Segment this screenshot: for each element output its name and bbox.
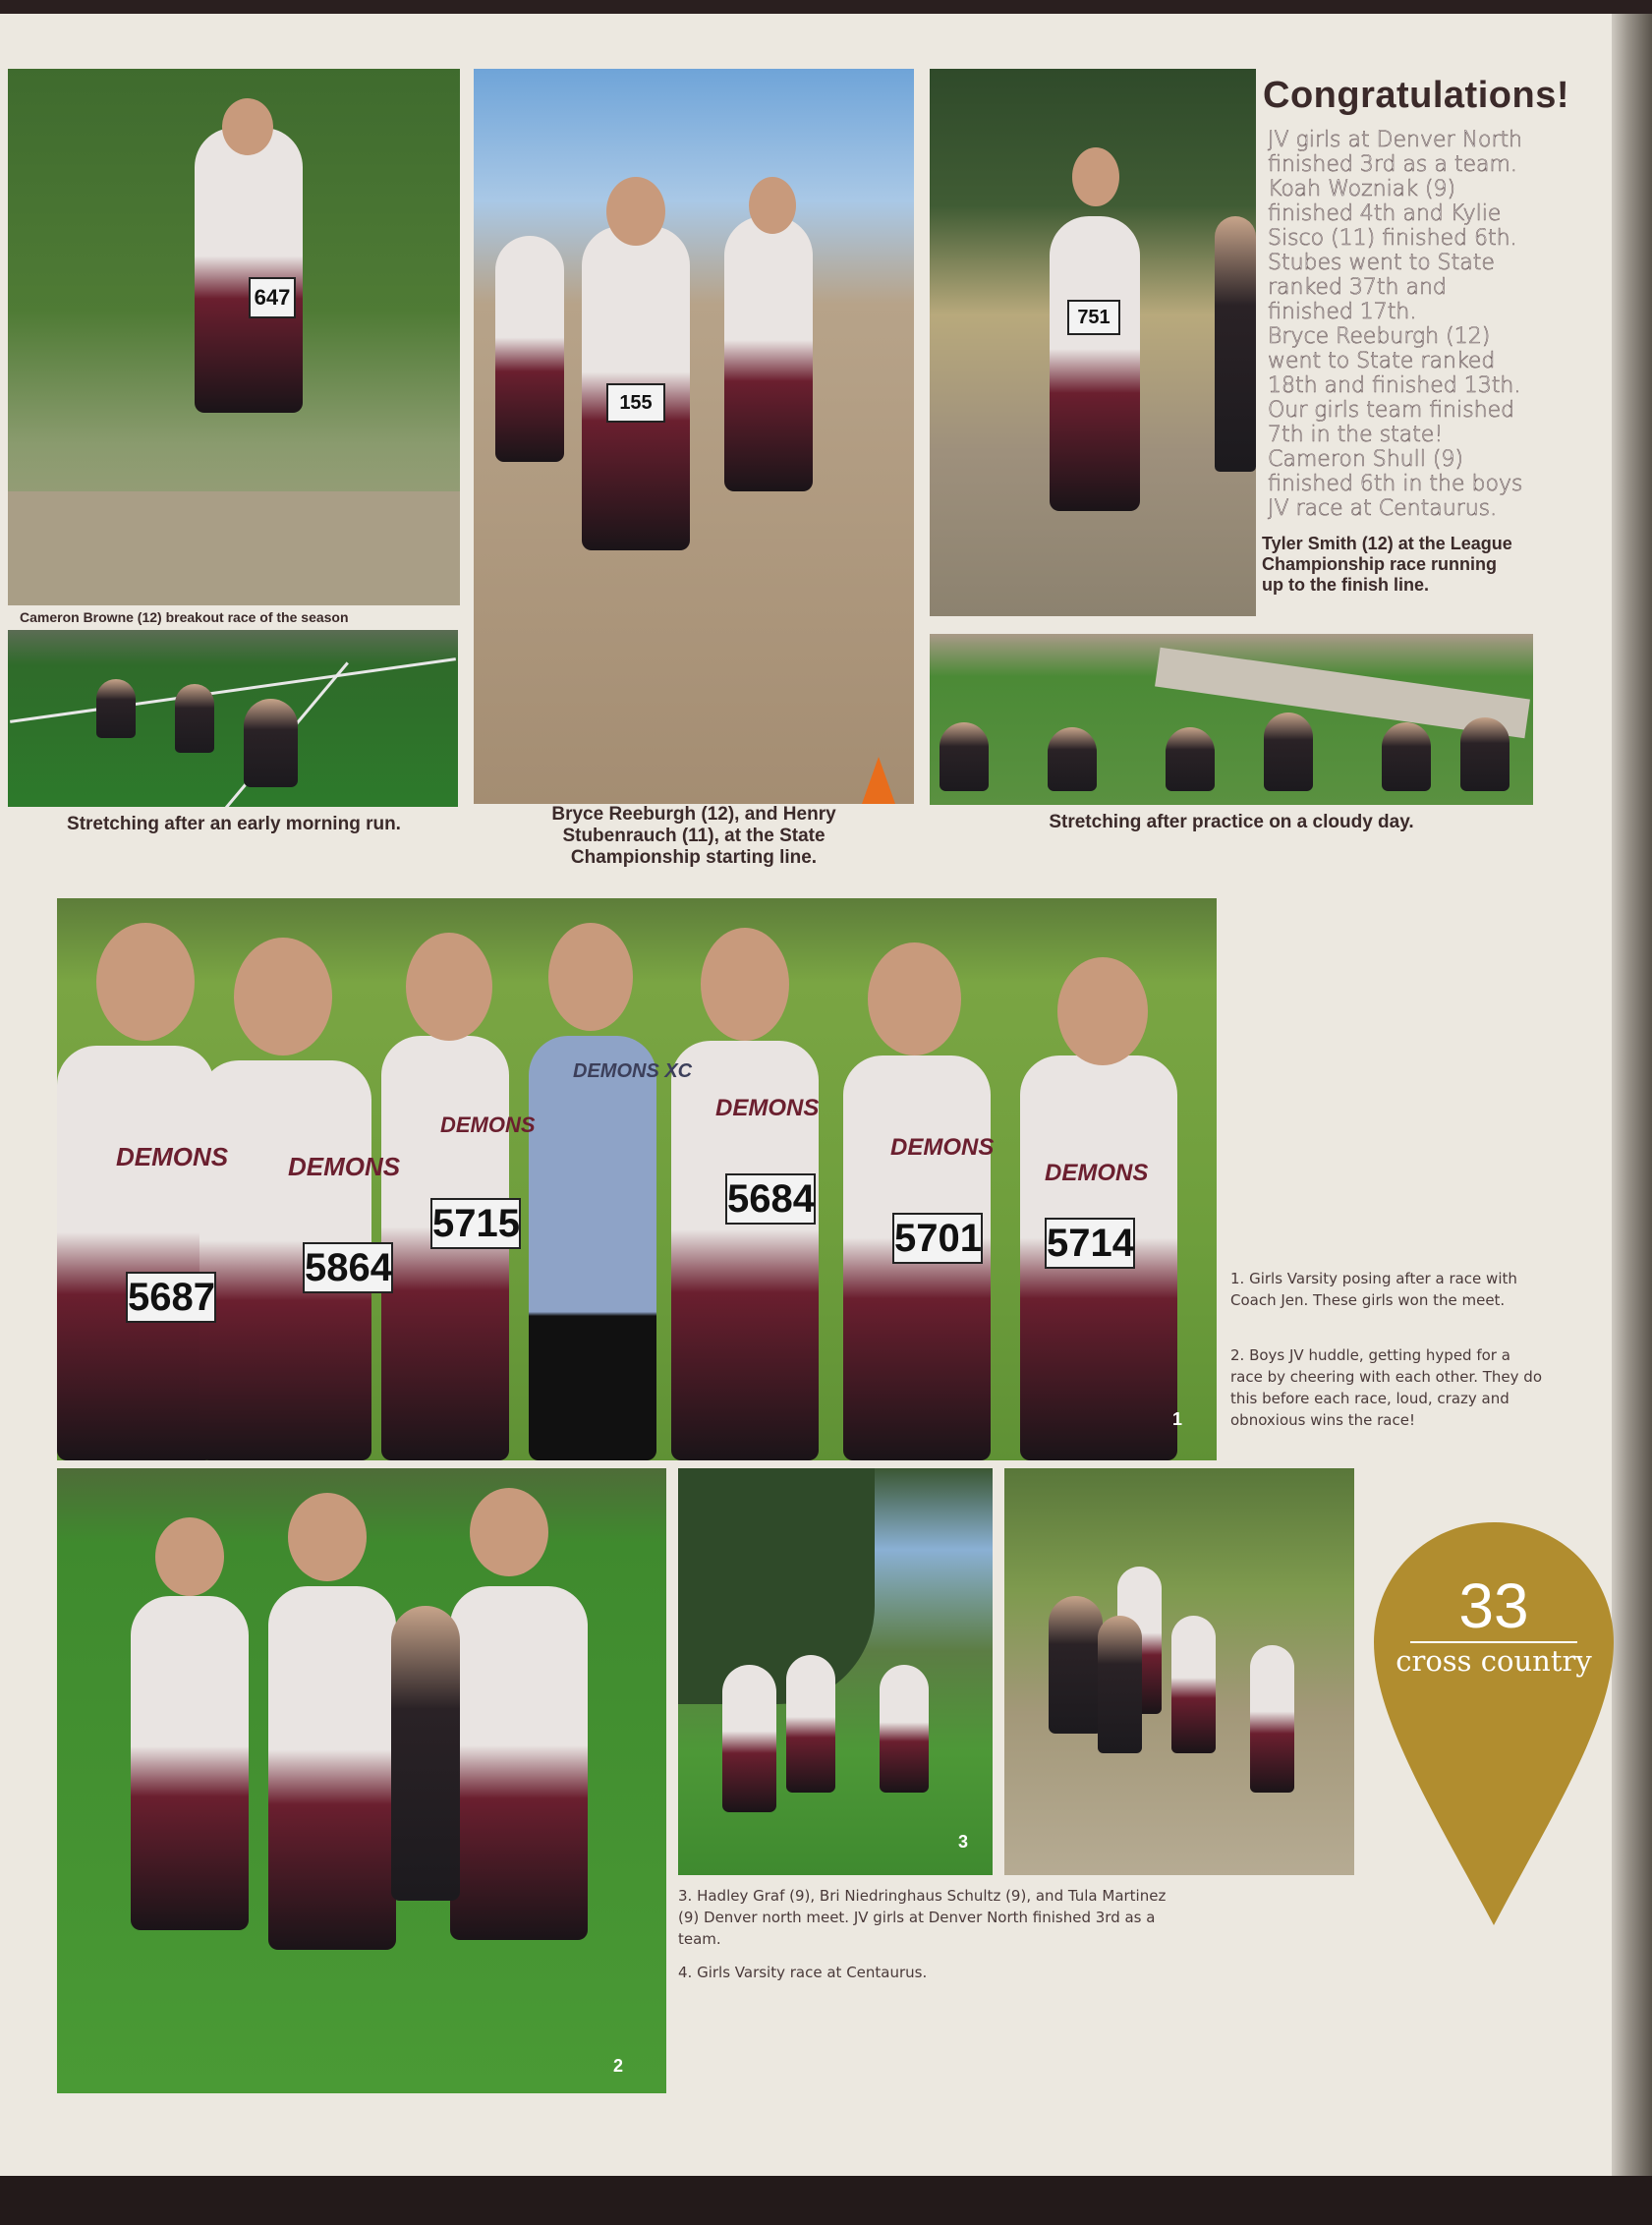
- athlete-figure: [940, 722, 989, 791]
- athlete-figure: [131, 1596, 249, 1930]
- caption-photo-1: 1. Girls Varsity posing after a race with Coach Jen. These girls won the meet.: [1230, 1270, 1517, 1309]
- photo-jv-girls-denver-north: [678, 1468, 993, 1875]
- congrats-line: finished 17th.: [1268, 300, 1417, 324]
- tree: [678, 1468, 875, 1704]
- athlete-head: [288, 1493, 367, 1581]
- congrats-line: Sisco (11) finished 6th.: [1268, 226, 1517, 251]
- photo-number: 1: [1172, 1409, 1183, 1429]
- congrats-body: [1268, 128, 1553, 521]
- athlete-figure: [175, 684, 214, 753]
- athlete-figure: [1264, 713, 1313, 791]
- athlete-head: [155, 1517, 224, 1596]
- athlete-figure: [268, 1586, 396, 1950]
- runner-head: [96, 923, 195, 1041]
- runner-figure: [1250, 1645, 1294, 1793]
- page-edge: [1612, 14, 1652, 2176]
- coach-figure: [529, 1036, 656, 1460]
- runner-figure: [786, 1655, 835, 1793]
- athlete-figure: [1382, 722, 1431, 791]
- congrats-line: Bryce Reeburgh (12): [1268, 324, 1491, 349]
- runner-head: [1072, 147, 1119, 206]
- runner-head: [406, 933, 492, 1041]
- runner-figure: [880, 1665, 929, 1793]
- congrats-line: Koah Wozniak (9): [1268, 177, 1456, 201]
- runner-bib: 751: [1067, 300, 1120, 335]
- runner-bib: 5864: [303, 1242, 393, 1293]
- jersey-logo: DEMONS: [715, 1095, 820, 1121]
- runner-head: [606, 177, 665, 246]
- congrats-line: went to State ranked: [1268, 349, 1496, 373]
- photo-cameron-browne: [8, 69, 460, 605]
- runner-bib: 647: [249, 277, 296, 318]
- caption-stretching-run: Stretching after an early morning run.: [67, 814, 401, 834]
- photo-girls-varsity-team: [57, 898, 1217, 1460]
- runner-bib: 5714: [1045, 1218, 1135, 1269]
- congrats-line: Stubes went to State: [1268, 251, 1495, 275]
- athlete-figure: [1166, 727, 1215, 791]
- runner-bib: 5684: [725, 1173, 816, 1225]
- photo-stretching-track: [8, 630, 458, 807]
- runner-head: [701, 928, 789, 1041]
- runner-head: [868, 942, 961, 1055]
- caption-bryce-henry: Bryce Reeburgh (12), and Henry Stubenrauch (11), at the State Championship starting line.: [551, 804, 836, 868]
- photo-number: 3: [958, 1832, 969, 1852]
- bottom-bar: [0, 2176, 1652, 2225]
- coach-shirt-text: DEMONS XC: [573, 1060, 693, 1082]
- congrats-line: finished 4th and Kylie: [1268, 201, 1502, 226]
- congrats-title: Congratulations!: [1263, 75, 1569, 116]
- photo-tyler-smith: [930, 69, 1256, 616]
- congrats-line: finished 3rd as a team.: [1268, 152, 1517, 177]
- runner-bib: 5715: [430, 1198, 521, 1249]
- athlete-figure: [244, 699, 298, 787]
- athlete-figure: [450, 1586, 588, 1940]
- runner-bib: 5687: [126, 1272, 216, 1323]
- badge-divider: [1410, 1641, 1577, 1643]
- runner-head: [222, 98, 273, 155]
- congrats-line: ranked 37th and: [1268, 275, 1447, 300]
- jersey-logo: DEMONS: [890, 1134, 995, 1161]
- runner-figure: [1171, 1616, 1216, 1753]
- runner-figure: [722, 1665, 776, 1812]
- runner-figure: [724, 216, 813, 491]
- runner-figure: [1098, 1616, 1142, 1753]
- runner-head: [749, 177, 796, 234]
- runner-figure: [57, 1046, 214, 1460]
- dirt-path: [8, 491, 460, 605]
- athlete-figure: [96, 679, 136, 738]
- jersey-logo: DEMONS: [288, 1152, 401, 1181]
- runner-head: [234, 938, 332, 1055]
- athlete-head: [470, 1488, 548, 1576]
- badge-text: [1374, 1570, 1614, 1678]
- caption-tyler-smith: Tyler Smith (12) at the League Championship race running up to the finish line.: [1262, 534, 1512, 595]
- photo-overlay-caption: Cameron Browne (12) breakout race of the season: [8, 606, 460, 628]
- runner-figure: [495, 236, 564, 462]
- page-number: 33: [1458, 1570, 1529, 1641]
- photo-stretching-practice: [930, 634, 1533, 805]
- track-line: [10, 657, 456, 723]
- congrats-line: Our girls team finished: [1268, 398, 1515, 423]
- jersey-logo: DEMONS: [1045, 1160, 1149, 1186]
- congrats-line: 18th and finished 13th.: [1268, 373, 1521, 398]
- runner-bib: 5701: [892, 1213, 983, 1264]
- coach-head: [548, 923, 633, 1031]
- congrats-line: finished 6th in the boys: [1268, 472, 1523, 496]
- jersey-logo: DEMONS: [440, 1112, 536, 1137]
- photo-boys-jv-huddle: [57, 1468, 666, 2093]
- section-label: cross country: [1396, 1644, 1592, 1678]
- congrats-line: 7th in the state!: [1268, 423, 1444, 447]
- photo-bryce-henry: [474, 69, 914, 804]
- runner-figure: [195, 128, 303, 413]
- caption-photo-2: 2. Boys JV huddle, getting hyped for a race by cheering with each other. They do this before each race, loud, crazy and obnoxious wins the race!: [1230, 1346, 1543, 1429]
- athlete-figure: [1460, 717, 1510, 791]
- caption-photo-4: 4. Girls Varsity race at Centaurus.: [678, 1964, 928, 1981]
- runner-figure: [1215, 216, 1256, 472]
- photo-girls-varsity-centaurus: [1004, 1468, 1354, 1875]
- congrats-line: JV race at Centaurus.: [1268, 496, 1498, 521]
- runner-figure: [1050, 216, 1140, 511]
- traffic-cone: [862, 757, 895, 804]
- runner-head: [1057, 957, 1148, 1065]
- runner-figure: [1049, 1596, 1103, 1734]
- athlete-figure: [1048, 727, 1097, 791]
- congrats-line: Cameron Shull (9): [1268, 447, 1463, 472]
- runner-bib: 155: [606, 383, 665, 423]
- photo-number: 2: [613, 2056, 624, 2076]
- jersey-logo: DEMONS: [116, 1142, 229, 1171]
- caption-photo-3: 3. Hadley Graf (9), Bri Niedringhaus Schultz (9), and Tula Martinez (9) Denver north meet. JV girls at Denver North finished 3rd as a team.: [678, 1887, 1167, 1948]
- caption-stretching-practice: Stretching after practice on a cloudy day.: [1049, 812, 1414, 832]
- athlete-figure: [391, 1606, 460, 1901]
- congrats-line: JV girls at Denver North: [1268, 128, 1523, 152]
